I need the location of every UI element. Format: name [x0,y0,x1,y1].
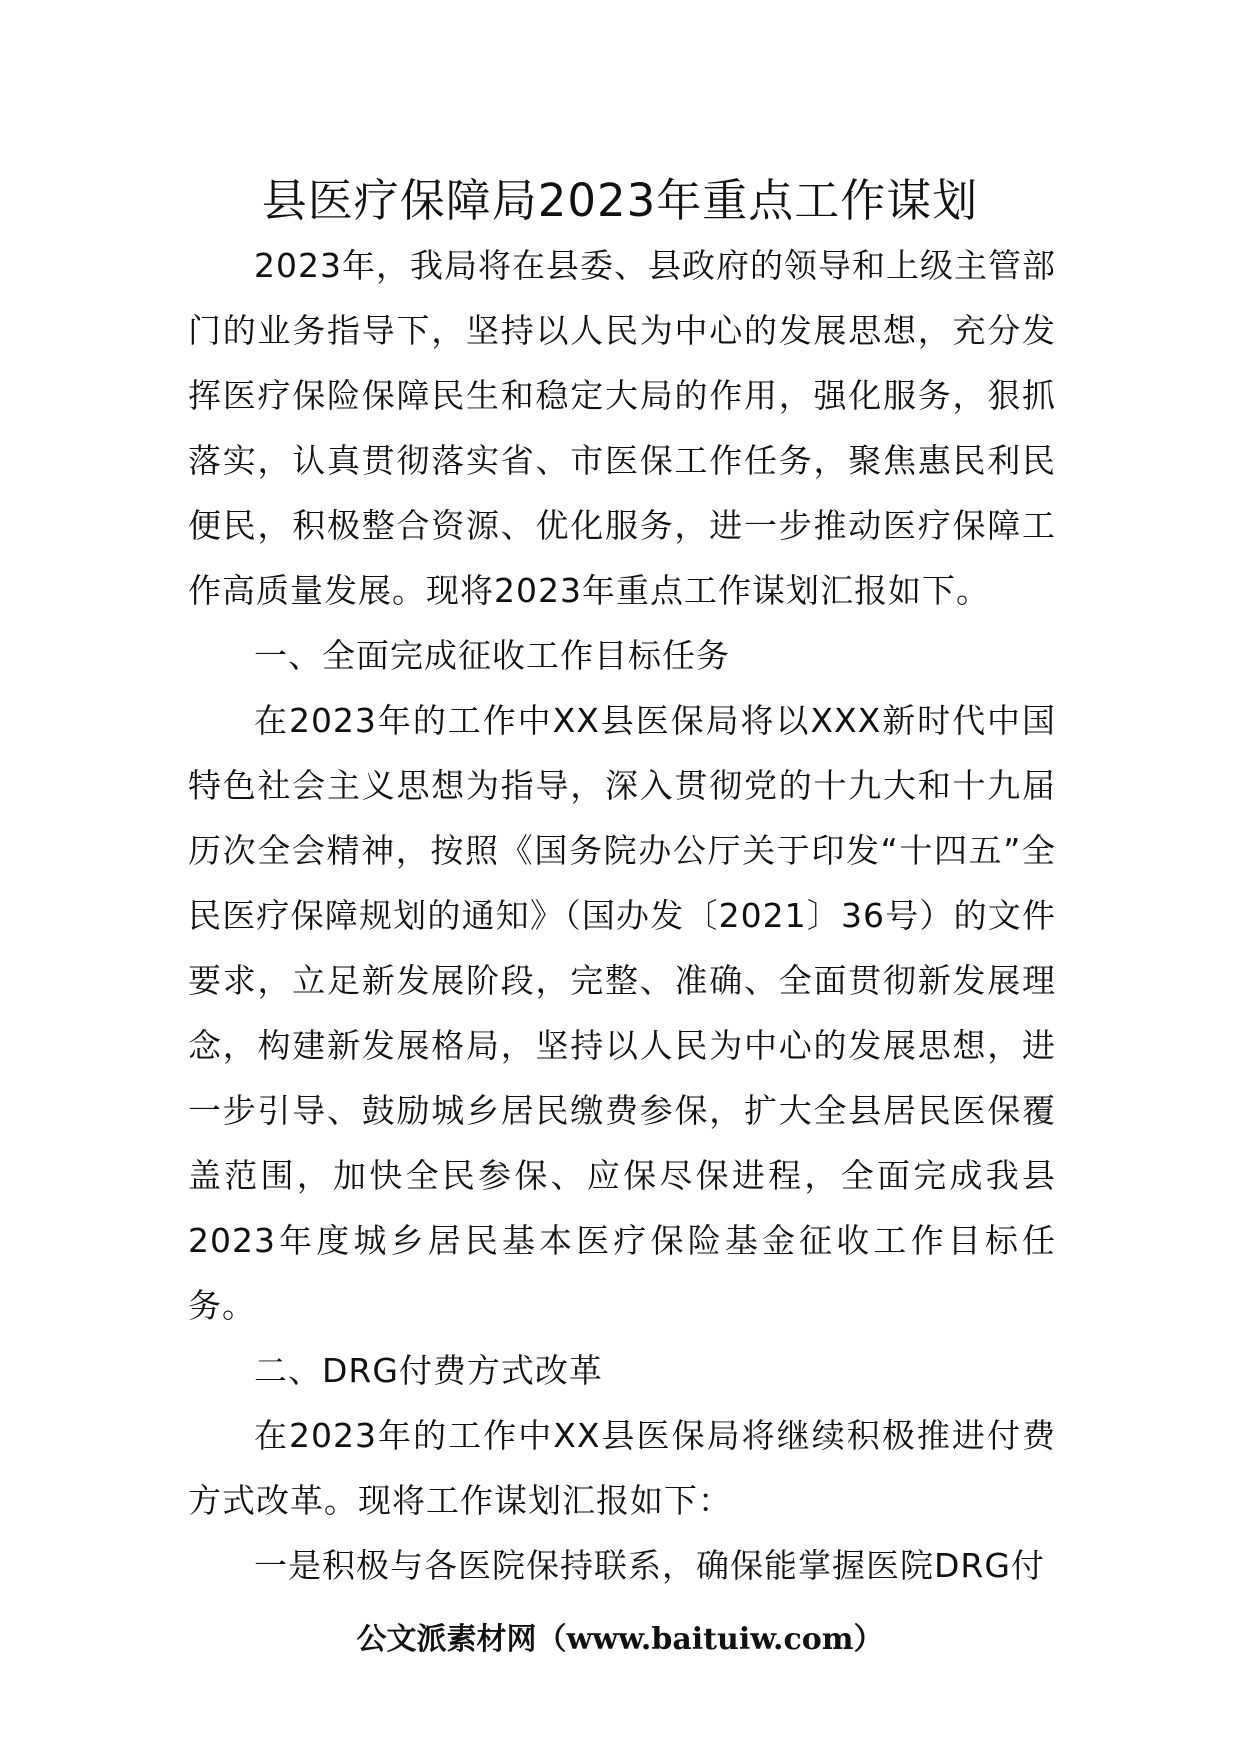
section-heading-1: 一、全面完成征收工作目标任务 [254,636,730,675]
paragraph-section-1: 在2023年的工作中XX县医保局将以XXX新时代中国特色社会主义思想为指导，深入贯彻党的十九大和十九届历次全会精神，按照《国务院办公厅关于印发“十四五”全民医疗保障规划的通知》（国办发〔2021〕36号）的文件要求，立足新发展阶段，完整、准确、全面贯彻新发展理念，构建新发展格局，坚持以人民为中心的发展思想，进一步引导、鼓励城乡居民缴费参保，扩大全县居民医保覆盖范围，加快全民参保、应保尽保进程，全面完成我县2023年度城乡居民基本医疗保险基金征收工作目标任务。 [188,701,1056,1325]
paragraph-section-2: 在2023年的工作中XX县医保局将继续积极推进付费方式改革。现将工作谋划汇报如下： [188,1416,1056,1520]
document-body [188,233,1056,1598]
paragraph-section-2-point-1: 一是积极与各医院保持联系，确保能掌握医院DRG付 [254,1546,1045,1585]
section-heading-2: 二、DRG付费方式改革 [254,1351,603,1390]
page-footer-watermark: 公文派素材网（www.baituiw.com） [356,1622,884,1657]
paragraph-intro: 2023年，我局将在县委、县政府的领导和上级主管部门的业务指导下，坚持以人民为中心的发展思想，充分发挥医疗保险保障民生和稳定大局的作用，强化服务，狠抓落实，认真贯彻落实省、市医保工作任务，聚焦惠民利民便民，积极整合资源、优化服务，进一步推动医疗保障工作高质量发展。现将2023年重点工作谋划汇报如下。 [188,246,1056,610]
document-title: 县医疗保障局2023年重点工作谋划 [261,174,979,227]
